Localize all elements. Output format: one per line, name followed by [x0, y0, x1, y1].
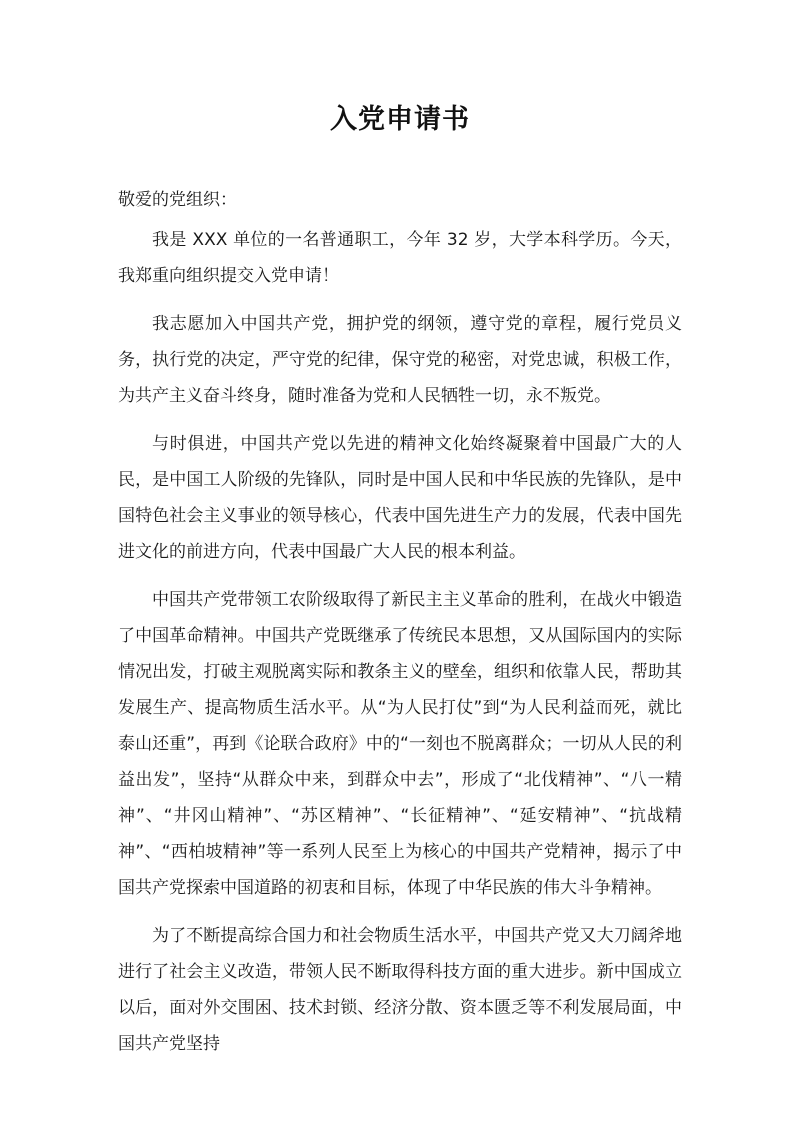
- paragraph-1: 我是 XXX 单位的一名普通职工，今年 32 岁，大学本科学历。今天，我郑重向组织提交入党申请！: [118, 230, 682, 286]
- paragraph-4: 中国共产党带领工农阶级取得了新民主主义革命的胜利，在战火中锻造了中国革命精神。中国共产党既继承了传统民本思想，又从国际国内的实际情况出发，打破主观脱离实际和教条主义的壁垒，组织和依靠人民，帮助其发展生产、提高物质生活水平。从“为人民打仗”到“为人民利益而死，就比泰山还重”，再到《论联合政府》中的“一刻也不脱离群众；一切从人民的利益出发”，坚持“从群众中来，到群众中去”，形成了“北伐精神”、“八一精神”、“井冈山精神”、“苏区精神”、“长征精神”、“延安精神”、“抗战精神”、“西柏坡精神”等一系列人民至上为核心的中国共产党精神，揭示了中国共产党探索中国道路的初衷和目标，体现了中华民族的伟大斗争精神。: [118, 590, 682, 898]
- document-title: 入党申请书: [330, 104, 470, 135]
- paragraph-3: 与时俱进，中国共产党以先进的精神文化始终凝聚着中国最广大的人民，是中国工人阶级的先锋队，同时是中国人民和中华民族的先锋队，是中国特色社会主义事业的领导核心，代表中国先进生产力的发展，代表中国先进文化的前进方向，代表中国最广大人民的根本利益。: [118, 434, 682, 562]
- paragraph-2: 我志愿加入中国共产党，拥护党的纲领，遵守党的章程，履行党员义务，执行党的决定，严守党的纪律，保守党的秘密，对党忠诚，积极工作，为共产主义奋斗终身，随时准备为党和人民牺牲一切，永不叛党。: [118, 314, 682, 406]
- salutation: 敬爱的党组织：: [118, 190, 237, 210]
- paragraph-5: 为了不断提高综合国力和社会物质生活水平，中国共产党又大刀阔斧地进行了社会主义改造，带领人民不断取得科技方面的重大进步。新中国成立以后，面对外交围困、技术封锁、经济分散、资本匮乏等不利发展局面，中国共产党坚持: [118, 926, 682, 1054]
